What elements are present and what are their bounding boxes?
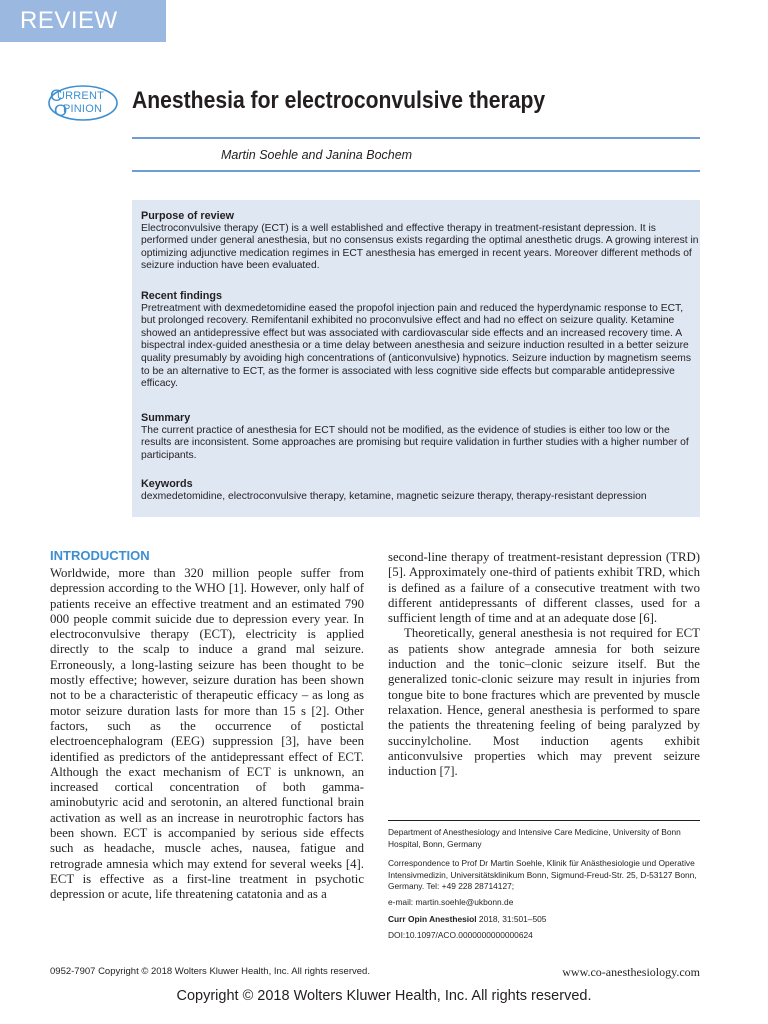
keywords-heading: Keywords bbox=[141, 478, 193, 490]
right-paragraph-2: Theoretically, general anesthesia is not required for ECT as patients show antegrade amnesia for both seizure induction and the tonic–clonic seizure itself. But the generalized tonic-clonic seizure may result in injuries from tongue bite to bone fractures which are prevented by muscle relaxation. Hence, general anesthesia is performed to spare the patients the threatening feeling of being paralyzed by succinylcholine. Most induction agents exhibit anticonvulsive properties which may prevent seizure induction [7]. bbox=[388, 626, 700, 779]
footer-website-link[interactable]: www.co-anesthesiology.com bbox=[562, 965, 700, 979]
purpose-text: Electroconvulsive therapy (ECT) is a well established and effective therapy in treatment-resistant depression. It is performed under general anesthesia, but no consensus exists regarding the optimal anesthetic drugs. A growing interest in optimizing adjunctive medication regimes in ECT anesthesia has emerged in recent years. Moreover different methods of seizure induction have been evaluated. bbox=[141, 222, 699, 272]
intro-paragraph: Worldwide, more than 320 million people suffer from depression according to the WHO [1]. However, only half of patients receive an effective treatment and an estimated 790 000 people commit suicide due to depression every year. In electroconvulsive therapy (ECT), electricity is applied directly to the scalp to induce a grand mal seizure. Erroneously, a long-lasting seizure has been thought to be mostly effective; however, seizure duration has been shown not to be a characteristic of therapeutic efficacy – as long as motor seizure duration lasts for more than 15 s [2]. Other factors, such as the occurrence of postictal electroencephalogram (EEG) suppression [3], have been identified as predictors of the antidepressant effect of ECT. Although the exact mechanism of ECT is unknown, an increased cortical concentration of both gamma-aminobutyric acid and serotonin, an altered functional brain activation as well as an increase in neurotrophic factors has been shown. ECT is accompanied by serious side effects such as headache, muscle aches, nausea, fatigue and retrograde amnesia which may extend for several weeks [4]. ECT is effective as a first-line treatment in psychotic depression or acute, life threatening catatonia and as a bbox=[50, 566, 364, 902]
findings-heading: Recent findings bbox=[141, 290, 222, 302]
footnote-affiliation: Department of Anesthesiology and Intensive Care Medicine, University of Bonn Hospital, Bonn, Germany bbox=[388, 827, 681, 849]
footnote-citation bbox=[388, 914, 702, 926]
footnote-rule bbox=[388, 820, 700, 821]
introduction-heading: INTRODUCTION bbox=[50, 548, 150, 563]
abstract-keywords bbox=[141, 478, 699, 503]
keywords-text: dexmedetomidine, electroconvulsive therapy, ketamine, magnetic seizure therapy, therapy-resistant depression bbox=[141, 490, 647, 502]
article-authors: Martin Soehle and Janina Bochem bbox=[221, 148, 413, 162]
footnote-correspondence: Correspondence to Prof Dr Martin Soehle, Klinik für Anästhesiologie und Operative Intensivmedizin, Universitätsklinikum Bonn, Sigmund-Freud-Str. 25, D-53127 Bonn, Germany. Tel: +49 228 28714127; bbox=[388, 858, 697, 892]
body-column-right bbox=[388, 550, 700, 779]
summary-text: The current practice of anesthesia for ECT should not be modified, as the evidence of studies is either too low or the results are inconsistent. Some approaches are promising but require validation in further studies with a higher number of participants. bbox=[141, 424, 689, 461]
copyright-notice: Copyright © 2018 Wolters Kluwer Health, Inc. All rights reserved. bbox=[176, 988, 592, 1004]
title-rule bbox=[132, 137, 700, 139]
footnote-email: e-mail: martin.soehle@ukbonn.de bbox=[388, 897, 514, 907]
logo-text-line1: URRENT bbox=[57, 90, 105, 102]
abstract-purpose bbox=[141, 210, 699, 273]
purpose-heading: Purpose of review bbox=[141, 210, 235, 222]
journal-name: Curr Opin Anesthesiol bbox=[388, 914, 477, 924]
journal-citation: 2018, 31:501–505 bbox=[478, 914, 547, 924]
article-title: Anesthesia for electroconvulsive therapy bbox=[132, 87, 546, 114]
authors-rule bbox=[132, 170, 700, 172]
section-tab bbox=[0, 0, 166, 42]
svg-text:O: O bbox=[54, 101, 68, 120]
section-tab-label: REVIEW bbox=[20, 7, 118, 34]
svg-text:C: C bbox=[50, 86, 63, 105]
right-paragraph-1: second-line therapy of treatment-resistant depression (TRD) [5]. Approximately one-third of patients exhibit TRD, which is defined as a failure of a consecutive treatment with two different antidepressants of different classes, used for a sufficient length of time and at an adequate dose [6]. bbox=[388, 550, 700, 626]
current-opinion-logo bbox=[47, 84, 119, 122]
body-column-left bbox=[50, 548, 364, 903]
logo-text-line2: PINION bbox=[63, 103, 103, 115]
abstract-summary bbox=[141, 412, 699, 462]
findings-text: Pretreatment with dexmedetomidine eased the propofol injection pain and reduced the hyperdynamic response to ECT, but prolonged recovery. Remifentanil exhibited no proconvulsive effect and had no effect on seizure quality. Ketamine showed an antidepressive effect but was associated with cardiovascular side effects and an increased recovery time. A bispectral index-guided anesthesia or a time delay between anesthesia and seizure induction resulted in a better seizure quality presumably by avoiding high concentrations of (anticonvulsive) hypnotics. Seizure induction by magnetism seems to be an alternative to ECT, as the former is associated with less cognitive side effects but comparable antidepressive efficacy. bbox=[141, 302, 692, 390]
abstract-findings bbox=[141, 290, 699, 391]
footnote-doi: DOI:10.1097/ACO.0000000000000624 bbox=[388, 930, 533, 940]
footer-issn-copyright: 0952-7907 Copyright © 2018 Wolters Kluwer Health, Inc. All rights reserved. bbox=[50, 966, 370, 977]
summary-heading: Summary bbox=[141, 412, 191, 424]
